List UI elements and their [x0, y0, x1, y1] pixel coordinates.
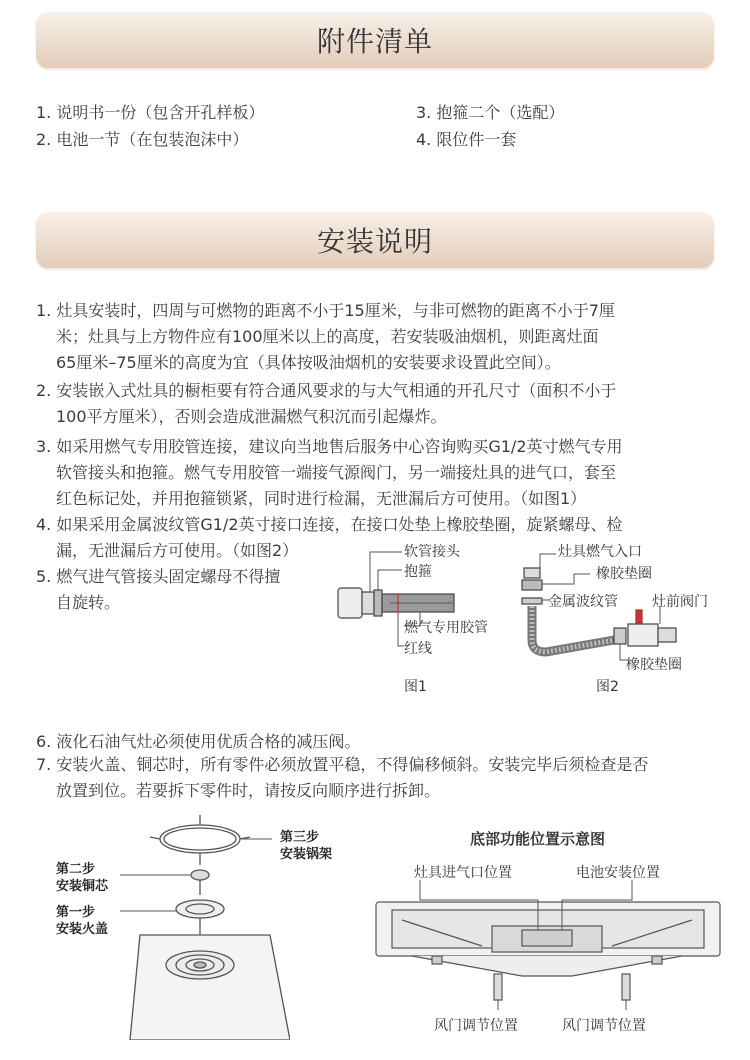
label-battery-position: 电池安装位置 — [576, 865, 660, 881]
fig2-label-valve: 灶前阀门 — [652, 594, 708, 610]
fig1-label-red-line: 红线 — [404, 641, 432, 657]
accessories-title: 附件清单 — [316, 25, 433, 58]
fig2-label-corrugated-pipe: 金属波纹管 — [548, 594, 618, 610]
para-4-line-2: 漏，无泄漏后方可使用。（如图2） — [56, 541, 299, 560]
step-2-title: 第二步 — [56, 862, 96, 877]
fig1-label-gas-hose: 燃气专用胶管 — [404, 620, 488, 636]
accessory-item-4: 4. 限位件一套 — [416, 130, 517, 149]
para-7-line-1: 7. 安装火盖、铜芯时，所有零件必须放置平稳，不得偏移倾斜。安装完毕后须检查是否 — [36, 755, 649, 774]
label-damper-left: 风门调节位置 — [434, 1018, 518, 1034]
para-1-line-3: 65厘米–75厘米的高度为宜（具体按吸油烟机的安装要求设置此空间）。 — [56, 353, 561, 372]
para-1-line-1: 1. 灶具安装时，四周与可燃物的距离不小于15厘米，与非可燃物的距离不小于7厘 — [36, 301, 615, 320]
para-6-line-1: 6. 液化石油气灶必须使用优质合格的减压阀。 — [36, 732, 361, 751]
step-1-desc: 安装火盖 — [56, 922, 109, 937]
step-2-desc: 安装铜芯 — [56, 879, 109, 894]
para-2-line-2: 100平方厘米），否则会造成泄漏燃气积沉而引起爆炸。 — [56, 407, 447, 426]
para-3-line-2: 软管接头和抱箍。燃气专用胶管一端接气源阀门，另一端接灶具的进气口，套至 — [56, 463, 617, 482]
fig2-caption: 图2 — [596, 679, 619, 695]
fig2-label-gasket-top: 橡胶垫圈 — [596, 566, 652, 582]
install-para-2 — [36, 378, 616, 430]
install-para-7 — [36, 752, 648, 804]
install-title: 安装说明 — [316, 225, 433, 258]
para-3-line-1: 3. 如采用燃气专用胶管连接，建议向当地售后服务中心咨询购买G1/2英寸燃气专用 — [36, 437, 623, 456]
para-7-line-2: 放置到位。若要拆下零件时，请按反向顺序进行拆卸。 — [56, 781, 441, 800]
para-1-line-2: 米；灶具与上方物件应有100厘米以上的高度，若安装吸油烟机，则距离灶面 — [56, 327, 599, 346]
para-5-line-2: 自旋转。 — [56, 593, 121, 612]
step-3-title: 第三步 — [280, 830, 320, 845]
step-1-title: 第一步 — [56, 905, 96, 920]
label-gas-inlet-position: 灶具进气口位置 — [414, 865, 512, 881]
stove-bottom-diagram — [372, 880, 724, 1010]
para-4-line-1: 4. 如果采用金属波纹管G1/2英寸接口连接，在接口处垫上橡胶垫圈，旋紧螺母、检 — [36, 515, 623, 534]
step-3-desc: 安装锅架 — [280, 847, 333, 862]
fig1-caption: 图1 — [404, 679, 427, 695]
accessory-item-1: 1. 说明书一份（包含开孔样板） — [36, 103, 265, 122]
step-2-label — [56, 861, 108, 895]
fig1-label-clamp: 抱箍 — [404, 564, 432, 580]
accessory-item-2: 2. 电池一节（在包装泡沫中） — [36, 130, 249, 149]
install-banner — [36, 212, 714, 268]
fig1-label-hose-joint: 软管接头 — [404, 544, 460, 560]
install-para-3 — [36, 434, 623, 512]
label-damper-right: 风门调节位置 — [562, 1018, 646, 1034]
para-5-line-1: 5. 燃气进气管接头固定螺母不得擅 — [36, 567, 281, 586]
fig2-label-gasket-bottom: 橡胶垫圈 — [626, 657, 682, 673]
accessories-banner — [36, 12, 714, 68]
accessory-item-3: 3. 抱箍二个（选配） — [416, 103, 565, 122]
para-3-line-3: 红色标记处，并用抱箍锁紧，同时进行检漏，无泄漏后方可使用。（如图1） — [56, 489, 587, 508]
step-1-label — [56, 904, 108, 938]
burner-exploded-diagram — [120, 815, 290, 1040]
install-para-5 — [36, 564, 280, 616]
para-2-line-1: 2. 安装嵌入式灶具的橱柜要有符合通风要求的与大气相通的开孔尺寸（面积不小于 — [36, 381, 617, 400]
fig2-label-gas-inlet: 灶具燃气入口 — [558, 544, 642, 560]
install-para-1 — [36, 298, 615, 376]
step-3-label — [280, 829, 332, 863]
bottom-diagram-title: 底部功能位置示意图 — [470, 830, 606, 848]
